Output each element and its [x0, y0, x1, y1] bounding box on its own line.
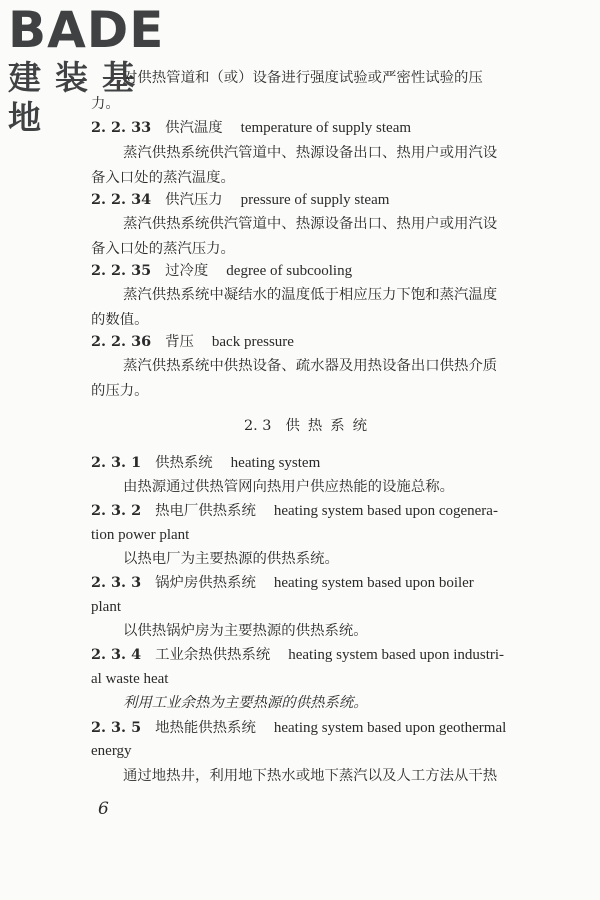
term-chinese: 地热能供热系统	[155, 720, 256, 736]
body-line: 蒸汽供热系统供汽管道中、热源设备出口、热用户或用汽设	[123, 145, 498, 161]
section-heading	[244, 416, 375, 436]
term-chinese: 供热系统	[155, 455, 213, 471]
term-entry-2-2-33	[91, 118, 411, 138]
term-english: heating system	[230, 455, 321, 471]
term-entry-2-3-3	[91, 573, 474, 593]
body-line: 备入口处的蒸汽压力。	[91, 241, 235, 257]
body-line: 通过地热井，利用地下热水或地下蒸汽以及人工方法从干热	[123, 768, 498, 784]
body-line: energy	[91, 743, 132, 759]
body-line: 由热源通过供热管网向热用户供应热能的设施总称。	[123, 479, 454, 495]
term-entry-2-2-36	[91, 332, 294, 352]
term-number: 2. 3. 4	[91, 646, 142, 663]
term-entry-2-2-35	[91, 261, 352, 281]
page-number: 6	[98, 799, 109, 819]
body-line: 利用工业余热为主要热源的供热系统。	[123, 695, 368, 711]
term-entry-2-3-2	[91, 501, 498, 521]
body-line: 对供热管道和（或）设备进行强度试验或严密性试验的压	[123, 70, 483, 86]
term-english: heating system based upon cogenera-	[273, 503, 498, 519]
body-line: 的数值。	[91, 312, 149, 328]
body-line: al waste heat	[91, 671, 169, 687]
term-number: 2. 3. 5	[91, 719, 142, 736]
term-number: 2. 2. 35	[91, 262, 152, 279]
section-title: 供热系统	[285, 418, 376, 434]
term-entry-2-3-5	[91, 718, 506, 738]
body-line: 备入口处的蒸汽温度。	[91, 170, 235, 186]
logo-brand-text: BADE	[8, 1, 165, 59]
term-number: 2. 3. 3	[91, 574, 142, 591]
body-line: 的压力。	[91, 383, 149, 399]
term-entry-2-3-4	[91, 645, 504, 665]
term-chinese: 工业余热供热系统	[155, 647, 271, 663]
body-line: 蒸汽供热系统供汽管道中、热源设备出口、热用户或用汽设	[123, 216, 498, 232]
term-number: 2. 3. 2	[91, 502, 142, 519]
term-entry-2-3-1	[91, 453, 320, 473]
term-english: heating system based upon boiler	[273, 575, 474, 591]
body-line: 以供热锅炉房为主要热源的供热系统。	[123, 623, 368, 639]
term-chinese: 供汽压力	[165, 192, 223, 208]
body-line: 以热电厂为主要热源的供热系统。	[123, 551, 339, 567]
term-english: degree of subcooling	[226, 263, 353, 279]
term-chinese: 热电厂供热系统	[155, 503, 256, 519]
term-number: 2. 3. 1	[91, 454, 142, 471]
body-line: tion power plant	[91, 527, 190, 543]
section-number: 2. 3	[244, 418, 272, 434]
term-chinese: 过冷度	[165, 263, 209, 279]
term-english: heating system based upon industri-	[288, 647, 505, 663]
term-number: 2. 2. 36	[91, 333, 152, 350]
logo-subtitle-text: 建装基地	[8, 58, 149, 137]
term-english: heating system based upon geothermal	[273, 720, 507, 736]
term-english: back pressure	[211, 334, 294, 350]
term-chinese: 背压	[165, 334, 194, 350]
body-line: plant	[91, 599, 121, 615]
body-line: 蒸汽供热系统中供热设备、疏水器及用热设备出口供热介质	[123, 358, 498, 374]
term-chinese: 锅炉房供热系统	[155, 575, 256, 591]
term-number: 2. 2. 33	[91, 119, 152, 136]
term-english: temperature of supply steam	[240, 120, 412, 136]
term-chinese: 供汽温度	[165, 120, 223, 136]
term-number: 2. 2. 34	[91, 191, 152, 208]
body-line: 力。	[91, 96, 120, 112]
term-english: pressure of supply steam	[240, 192, 390, 208]
body-line: 蒸汽供热系统中凝结水的温度低于相应压力下饱和蒸汽温度	[123, 287, 498, 303]
term-entry-2-2-34	[91, 190, 389, 210]
